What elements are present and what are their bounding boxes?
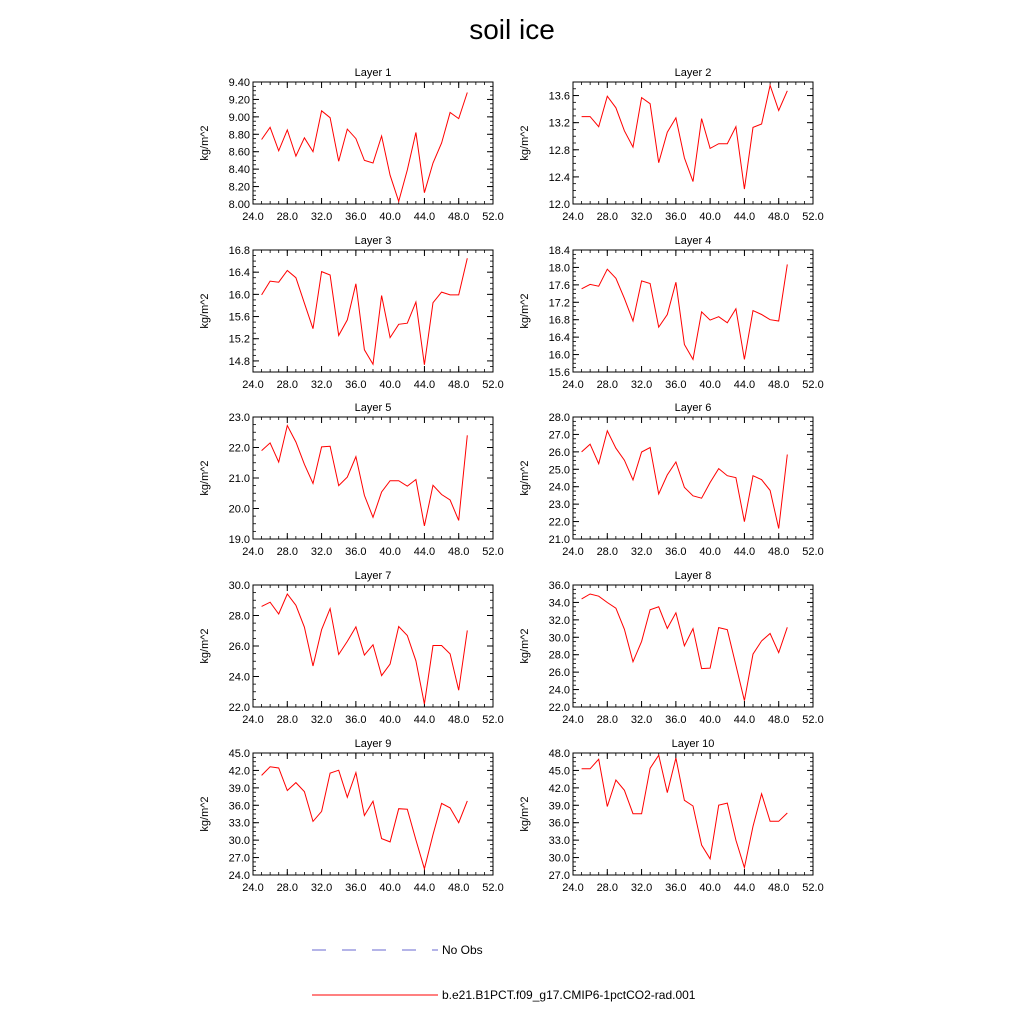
- x-tick-label: 44.0: [413, 882, 436, 894]
- y-tick-label: 26.0: [548, 667, 570, 680]
- y-tick-label: 8.80: [228, 129, 250, 142]
- x-tick-label: 36.0: [345, 546, 367, 558]
- x-tick-label: 28.0: [276, 882, 298, 894]
- y-tick-label: 39.0: [548, 800, 570, 813]
- x-tick-label: 36.0: [665, 882, 687, 894]
- y-tick-label: 14.8: [228, 355, 250, 368]
- y-tick-label: 22.0: [548, 702, 570, 714]
- y-tick-label: 16.0: [548, 349, 570, 362]
- y-tick-label: 16.4: [228, 267, 250, 280]
- panel-title: Layer 10: [671, 738, 715, 750]
- series-line: [582, 594, 788, 701]
- x-tick-label: 44.0: [733, 546, 756, 558]
- x-tick-label: 40.0: [699, 882, 721, 894]
- x-tick-label: 36.0: [345, 882, 367, 894]
- y-tick-label: 24.0: [548, 684, 570, 697]
- series-line: [582, 755, 788, 867]
- x-tick-label: 24.0: [242, 211, 264, 223]
- x-tick-label: 24.0: [242, 546, 264, 558]
- x-tick-label: 48.0: [768, 379, 790, 391]
- series-line: [582, 85, 788, 189]
- x-tick-label: 32.0: [310, 882, 333, 894]
- panel-title: Layer 1: [354, 67, 392, 79]
- x-tick-label: 44.0: [413, 379, 436, 391]
- legend-no-obs-label: No Obs: [442, 943, 483, 957]
- panel-layer-6: [519, 402, 824, 558]
- x-tick-label: 28.0: [596, 882, 618, 894]
- y-tick-label: 18.0: [548, 262, 570, 275]
- x-tick-label: 36.0: [665, 546, 687, 558]
- x-tick-label: 44.0: [413, 714, 436, 726]
- y-tick-label: 33.0: [228, 817, 250, 830]
- y-axis-label: kg/m^2: [199, 796, 211, 832]
- y-tick-label: 48.0: [548, 748, 570, 760]
- x-tick-label: 52.0: [802, 546, 824, 558]
- y-tick-label: 28.0: [548, 649, 570, 662]
- y-tick-label: 45.0: [228, 748, 250, 760]
- x-tick-label: 32.0: [310, 714, 333, 726]
- y-tick-label: 28.0: [228, 610, 250, 623]
- y-tick-label: 12.8: [548, 144, 570, 157]
- plot-frame: [253, 417, 493, 539]
- panel-layer-8: [519, 570, 824, 726]
- x-tick-label: 36.0: [665, 379, 687, 391]
- x-tick-label: 36.0: [665, 714, 687, 726]
- y-tick-label: 21.0: [228, 473, 250, 485]
- y-tick-label: 16.0: [228, 289, 250, 302]
- y-tick-label: 26.0: [228, 641, 250, 653]
- y-tick-label: 12.4: [548, 171, 570, 184]
- y-tick-label: 9.20: [228, 94, 250, 107]
- x-tick-label: 32.0: [630, 546, 653, 558]
- y-tick-label: 15.2: [228, 333, 250, 346]
- y-tick-label: 17.2: [548, 297, 570, 310]
- x-tick-label: 24.0: [562, 211, 584, 223]
- plot-frame: [573, 250, 813, 372]
- y-tick-label: 17.6: [548, 279, 570, 292]
- y-tick-label: 30.0: [548, 852, 570, 865]
- y-tick-label: 36.0: [228, 800, 250, 813]
- x-tick-label: 24.0: [562, 546, 584, 558]
- y-tick-label: 16.4: [548, 332, 570, 345]
- y-tick-label: 24.0: [228, 870, 250, 882]
- panel-title: Layer 8: [674, 570, 712, 582]
- y-tick-label: 30.0: [228, 835, 250, 848]
- y-axis-label: kg/m^2: [519, 796, 531, 832]
- x-tick-label: 28.0: [276, 211, 298, 223]
- x-tick-label: 40.0: [379, 882, 401, 894]
- x-tick-label: 52.0: [482, 546, 504, 558]
- x-tick-label: 48.0: [448, 546, 470, 558]
- panel-title: Layer 4: [674, 235, 712, 247]
- x-tick-label: 48.0: [768, 546, 790, 558]
- x-tick-label: 24.0: [242, 714, 264, 726]
- y-tick-label: 23.0: [548, 499, 570, 512]
- panel-layer-5: [199, 402, 504, 558]
- x-tick-label: 40.0: [699, 211, 721, 223]
- x-tick-label: 44.0: [413, 546, 436, 558]
- y-tick-label: 20.0: [228, 503, 250, 516]
- x-tick-label: 40.0: [379, 546, 401, 558]
- y-tick-label: 15.6: [228, 311, 250, 324]
- x-tick-label: 32.0: [630, 379, 653, 391]
- chart-title: soil ice: [469, 14, 555, 45]
- plot-frame: [253, 82, 493, 204]
- y-tick-label: 30.0: [228, 580, 250, 592]
- y-tick-label: 39.0: [228, 782, 250, 795]
- y-tick-label: 28.0: [548, 412, 570, 424]
- x-tick-label: 48.0: [448, 211, 470, 223]
- y-tick-label: 36.0: [548, 817, 570, 830]
- plot-frame: [253, 250, 493, 372]
- y-tick-label: 25.0: [548, 464, 570, 477]
- y-tick-label: 16.8: [548, 314, 570, 327]
- y-tick-label: 45.0: [548, 765, 570, 778]
- y-tick-label: 24.0: [548, 481, 570, 494]
- y-tick-label: 9.40: [228, 77, 250, 89]
- x-tick-label: 48.0: [768, 882, 790, 894]
- x-tick-label: 40.0: [379, 211, 401, 223]
- y-tick-label: 32.0: [548, 614, 570, 627]
- y-tick-label: 30.0: [548, 632, 570, 645]
- y-tick-label: 8.40: [228, 164, 250, 177]
- x-tick-label: 28.0: [276, 379, 298, 391]
- x-tick-label: 44.0: [733, 714, 756, 726]
- x-tick-label: 28.0: [276, 546, 298, 558]
- y-tick-label: 9.00: [228, 111, 250, 124]
- x-tick-label: 40.0: [699, 379, 721, 391]
- x-tick-label: 44.0: [733, 211, 756, 223]
- plot-frame: [253, 753, 493, 875]
- x-tick-label: 48.0: [448, 379, 470, 391]
- x-tick-label: 32.0: [310, 379, 333, 391]
- y-axis-label: kg/m^2: [199, 628, 211, 664]
- x-tick-label: 40.0: [699, 714, 721, 726]
- y-axis-label: kg/m^2: [199, 293, 211, 329]
- x-tick-label: 36.0: [345, 379, 367, 391]
- series-line: [582, 264, 788, 359]
- x-tick-label: 48.0: [448, 882, 470, 894]
- x-tick-label: 24.0: [242, 882, 264, 894]
- y-axis-label: kg/m^2: [199, 460, 211, 496]
- y-axis-label: kg/m^2: [519, 628, 531, 664]
- y-tick-label: 8.00: [228, 199, 250, 211]
- x-tick-label: 52.0: [802, 882, 824, 894]
- series-line: [262, 767, 468, 869]
- plot-frame: [573, 753, 813, 875]
- x-tick-label: 52.0: [802, 211, 824, 223]
- series-line: [262, 594, 468, 704]
- y-tick-label: 22.0: [228, 702, 250, 714]
- y-tick-label: 33.0: [548, 835, 570, 848]
- x-tick-label: 40.0: [699, 546, 721, 558]
- x-tick-label: 32.0: [630, 211, 653, 223]
- panel-layer-7: [199, 570, 504, 726]
- x-tick-label: 32.0: [630, 882, 653, 894]
- x-tick-label: 40.0: [379, 379, 401, 391]
- x-tick-label: 52.0: [482, 882, 504, 894]
- y-tick-label: 19.0: [228, 534, 250, 546]
- x-tick-label: 24.0: [562, 882, 584, 894]
- x-tick-label: 24.0: [242, 379, 264, 391]
- panel-layer-1: [199, 67, 504, 223]
- y-tick-label: 13.6: [548, 90, 570, 103]
- panel-title: Layer 2: [674, 67, 712, 79]
- y-tick-label: 18.4: [548, 245, 570, 257]
- x-tick-label: 48.0: [448, 714, 470, 726]
- y-tick-label: 12.0: [548, 199, 570, 211]
- x-tick-label: 28.0: [276, 714, 298, 726]
- y-tick-label: 15.6: [548, 367, 570, 379]
- y-tick-label: 34.0: [548, 597, 570, 610]
- x-tick-label: 36.0: [345, 211, 367, 223]
- panel-title: Layer 5: [354, 402, 392, 414]
- y-axis-label: kg/m^2: [519, 460, 531, 496]
- x-tick-label: 28.0: [596, 546, 618, 558]
- y-tick-label: 16.8: [228, 245, 250, 257]
- x-tick-label: 44.0: [733, 882, 756, 894]
- x-tick-label: 52.0: [802, 714, 824, 726]
- x-tick-label: 24.0: [562, 379, 584, 391]
- x-tick-label: 24.0: [562, 714, 584, 726]
- panel-layer-4: [519, 235, 824, 391]
- y-axis-label: kg/m^2: [519, 293, 531, 329]
- y-axis-label: kg/m^2: [199, 125, 211, 161]
- y-tick-label: 42.0: [548, 782, 570, 795]
- y-tick-label: 24.0: [228, 671, 250, 684]
- x-tick-label: 52.0: [802, 379, 824, 391]
- x-tick-label: 28.0: [596, 714, 618, 726]
- x-tick-label: 28.0: [596, 211, 618, 223]
- x-tick-label: 32.0: [310, 211, 333, 223]
- x-tick-label: 32.0: [310, 546, 333, 558]
- x-tick-label: 48.0: [768, 714, 790, 726]
- y-tick-label: 8.20: [228, 181, 250, 194]
- x-tick-label: 40.0: [379, 714, 401, 726]
- y-axis-label: kg/m^2: [519, 125, 531, 161]
- x-tick-label: 52.0: [482, 211, 504, 223]
- x-tick-label: 48.0: [768, 211, 790, 223]
- y-tick-label: 27.0: [548, 870, 570, 882]
- panel-layer-2: [519, 67, 824, 223]
- y-tick-label: 23.0: [228, 412, 250, 424]
- series-line: [262, 93, 468, 202]
- x-tick-label: 36.0: [665, 211, 687, 223]
- series-line: [262, 426, 468, 526]
- y-tick-label: 42.0: [228, 765, 250, 778]
- panel-title: Layer 6: [674, 402, 712, 414]
- y-tick-label: 36.0: [548, 580, 570, 592]
- legend-series-label: b.e21.B1PCT.f09_g17.CMIP6-1pctCO2-rad.001: [442, 988, 696, 1002]
- x-tick-label: 44.0: [413, 211, 436, 223]
- panel-layer-9: [199, 738, 504, 894]
- y-tick-label: 21.0: [548, 534, 570, 546]
- panel-layer-10: [519, 738, 824, 894]
- y-tick-label: 27.0: [228, 852, 250, 865]
- x-tick-label: 36.0: [345, 714, 367, 726]
- x-tick-label: 32.0: [630, 714, 653, 726]
- y-tick-label: 8.60: [228, 146, 250, 159]
- y-tick-label: 13.2: [548, 117, 570, 130]
- x-tick-label: 52.0: [482, 714, 504, 726]
- x-tick-label: 28.0: [596, 379, 618, 391]
- panel-title: Layer 9: [354, 738, 392, 750]
- panel-title: Layer 3: [354, 235, 392, 247]
- panel-title: Layer 7: [354, 570, 392, 582]
- series-line: [582, 431, 788, 529]
- y-tick-label: 26.0: [548, 446, 570, 459]
- y-tick-label: 22.0: [228, 442, 250, 455]
- plot-frame: [573, 82, 813, 204]
- y-tick-label: 27.0: [548, 429, 570, 442]
- x-tick-label: 44.0: [733, 379, 756, 391]
- panel-layer-3: [199, 235, 504, 391]
- y-tick-label: 22.0: [548, 516, 570, 529]
- x-tick-label: 52.0: [482, 379, 504, 391]
- series-line: [262, 258, 468, 365]
